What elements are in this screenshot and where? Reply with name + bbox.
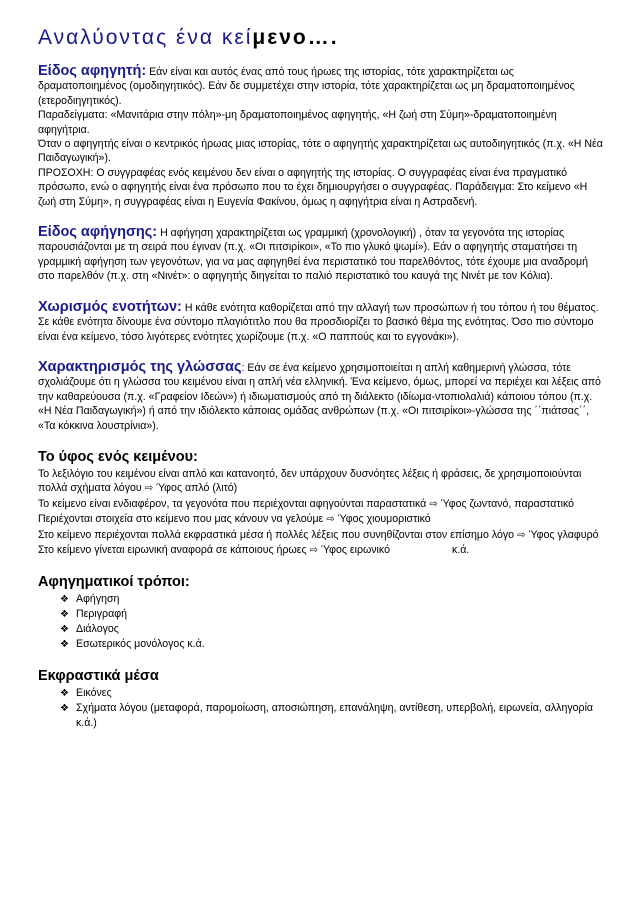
narrator-type-label: Είδος αφηγητή: — [38, 63, 147, 79]
arrow-right-icon: ⇨ — [429, 498, 438, 510]
diamond-bullet-icon: ❖ — [60, 594, 69, 606]
narrative-modes-heading: Αφηγηματικοί τρόποι: — [38, 574, 190, 591]
style-row-5 — [38, 543, 604, 558]
section-narrative-modes — [38, 574, 604, 652]
list-item-text: Εικόνες — [76, 687, 112, 700]
diamond-bullet-icon: ❖ — [60, 609, 69, 621]
list-item-text: Αφήγηση — [76, 593, 120, 606]
section-language — [38, 360, 604, 433]
division-label: Χωρισμός ενοτήτων: — [38, 298, 182, 315]
expressive-means-list — [38, 686, 604, 731]
language-label: Χαρακτηρισμός της γλώσσας — [38, 358, 242, 375]
style-row-result: Ύφος απλό (λιτό) — [156, 482, 238, 495]
list-item — [60, 701, 604, 731]
section-expressive-means — [38, 668, 604, 731]
section-narrator-type — [38, 64, 604, 209]
narration-type-label: Είδος αφήγησης: — [38, 224, 158, 241]
list-item — [60, 686, 604, 701]
diamond-bullet-icon: ❖ — [60, 624, 69, 636]
style-row-4 — [38, 528, 604, 543]
arrow-right-icon: ⇨ — [517, 529, 526, 541]
style-row-2 — [38, 497, 604, 512]
arrow-right-icon: ⇨ — [144, 483, 154, 495]
language-paragraph — [38, 360, 604, 433]
style-row-text: Στο κείμενο περιέχονται πολλά εκφραστικά μέσα ή πολλές λέξεις που συνηθίζονται στον επίσημο λόγο — [38, 528, 515, 541]
section-style — [38, 449, 604, 558]
narrator-text-1: Εάν είναι και αυτός ένας από τους ήρωες της ιστορίας, τότε χαρακτηρίζεται ως δραματοποιημένος (ομοδιηγητικός). Εάν δε συμμετέχει στην ιστορία, τότε χαρακτηρίζεται ως μη δραματοποιημένος (ετεροδιηγητικός). — [38, 66, 575, 107]
narrative-modes-list — [38, 592, 604, 652]
list-item — [60, 592, 604, 607]
style-row-result: Ύφος ειρωνικό — [320, 543, 390, 556]
style-row-text: Το λεξιλόγιο του κειμένου είναι απλό και κατανοητό, δεν υπάρχουν δυσνόητες λέξεις ή φράσεις, δε χρησιμοποιούνται πολλά σχήματα λόγου — [38, 467, 582, 495]
list-item-text: Περιγραφή — [76, 608, 127, 621]
list-item-text: Διάλογος — [76, 623, 119, 636]
style-row-3 — [38, 512, 604, 527]
expressive-means-heading: Εκφραστικά μέσα — [38, 668, 159, 685]
narration-text: Η αφήγηση χαρακτηρίζεται ως γραμμική (χρονολογική) , όταν τα γεγονότα της ιστορίας παρουσιάζονται με τη σειρά που έγιναν (π.χ. «Οι πιτσιρίκοι», «Το πιο γλυκό ψωμί»). Εάν ο αφηγητής σταματήσει τη γραμμική αφήγηση των γεγονότων, για να μας αφηγηθεί ένα περιστατικό του παρελθόντος, τότε έχουμε μια αναδρομή στο παρελθόν (π.χ. στη «Νινέτ»: ο αφηγητής διηγείται το παλιό περιστατικό του καυγά της Νινέτ με τον Κόλια). — [38, 227, 589, 283]
document-page — [38, 26, 604, 747]
arrow-right-icon: ⇨ — [309, 544, 318, 556]
division-text: Η κάθε ενότητα καθορίζεται από την αλλαγή των προσώπων ή του τόπου ή του θέματος. Σε κάθε ενότητα δίνουμε ένα σύντομο πλαγιότιτλο που θα προσδιορίζει το βασικό θέμα της ενότητας. Όσο πιο σύντομο είναι ένα κείμενο, τόσο λιγότερες ενότητες χωρίζουμε (π.χ. «Ο παππούς και το εγγονάκι»). — [38, 301, 599, 343]
list-item — [60, 622, 604, 637]
style-row-1 — [38, 467, 604, 497]
style-row-tail: κ.ά. — [451, 543, 470, 556]
list-item — [60, 607, 604, 622]
title-bold: μενο…. — [252, 26, 339, 49]
style-heading: Το ύφος ενός κειμένου: — [38, 448, 198, 465]
narrator-paragraph-3: Όταν ο αφηγητής είναι ο κεντρικός ήρωας μιας ιστορίας, τότε ο αφηγητής χαρακτηρίζεται ως αυτοδιηγητικός (π.χ. «Η Νέα Παιδαγωγική»). — [38, 138, 603, 165]
style-row-text: Το κείμενο είναι ενδιαφέρον, τα γεγονότα που περιέχονται αφηγούνται παραστατικά — [38, 497, 427, 510]
diamond-bullet-icon: ❖ — [60, 639, 69, 651]
division-paragraph — [38, 300, 604, 344]
style-row-result: Ύφος ζωντανό, παραστατικό — [440, 497, 575, 510]
narrator-paragraph-1 — [38, 64, 604, 108]
page-title — [38, 26, 604, 50]
list-item — [60, 637, 604, 652]
narrator-paragraph-2: Παραδείγματα: «Μανιτάρια στην πόλη»-μη δραματοποιημένος αφηγητής, «Η ζωή στη Σύμη»-δραματοποιημένη αφηγήτρια. — [38, 109, 557, 136]
arrow-right-icon: ⇨ — [326, 514, 335, 526]
style-row-result: Ύφος χιουμοριστικό — [337, 513, 431, 526]
narrator-paragraph-4: ΠΡΟΣΟΧΗ: Ο συγγραφέας ενός κειμένου δεν είναι ο αφηγητής της ιστορίας. Ο συγγραφέας είναι ένα πραγματικό πρόσωπο, ενώ ο αφηγητής είναι ένα πρόσωπο που το έχει δημιουργήσει ο συγγραφέας. Παράδειγμα: Στο κείμενο «Η ζωή στη Σύμη», η συγγραφέας είναι η Ευγενία Φακίνου, όμως η αφηγήτρια είναι η Αστραδενή. — [38, 166, 588, 208]
section-division — [38, 300, 604, 344]
style-row-text: Στο κείμενο γίνεται ειρωνική αναφορά σε κάποιους ήρωες — [38, 543, 307, 556]
section-narration-type — [38, 225, 604, 284]
title-main: Αναλύοντας ένα κεί — [38, 26, 253, 49]
language-text: : Εάν σε ένα κείμενο χρησιμοποιείται η απλή καθημερινή γλώσσα, τότε σχολιάζουμε ότι η γλώσσα του κειμένου είναι η απλή νέα ελληνική. Ένα κείμενο, όμως, μπορεί να περιέχει και λέξεις από την καθαρεύουσα (π.χ. «Γραφείον Ιδεών») ή ιδιωματισμούς από τη διάλεκτο (ιδίωμα-ντοπιολαλιά) κάποιου τόπου (π.χ. «Η Νέα Παιδαγωγική») ή από την ιδιόλεκτο κάποιας ομάδας ανθρώπων (π.χ. «Οι πιτσιρίκοι»-γλώσσα της ΄΄πιάτσας΄΄, «Τα κόκκινα λουστρίνια»). — [38, 361, 601, 432]
style-row-text: Περιέχονται στοιχεία στο κείμενο που μας κάνουν να γελούμε — [38, 513, 324, 526]
diamond-bullet-icon: ❖ — [60, 703, 69, 715]
list-item-text: Εσωτερικός μονόλογος κ.ά. — [76, 638, 205, 651]
diamond-bullet-icon: ❖ — [60, 688, 69, 700]
narration-paragraph — [38, 225, 604, 284]
list-item-text: Σχήματα λόγου (μεταφορά, παρομοίωση, αποσιώπηση, επανάληψη, αντίθεση, υπερβολή, ειρωνεία, αλληγορία κ.ά.) — [76, 702, 594, 730]
style-row-result: Ύφος γλαφυρό — [528, 528, 599, 541]
